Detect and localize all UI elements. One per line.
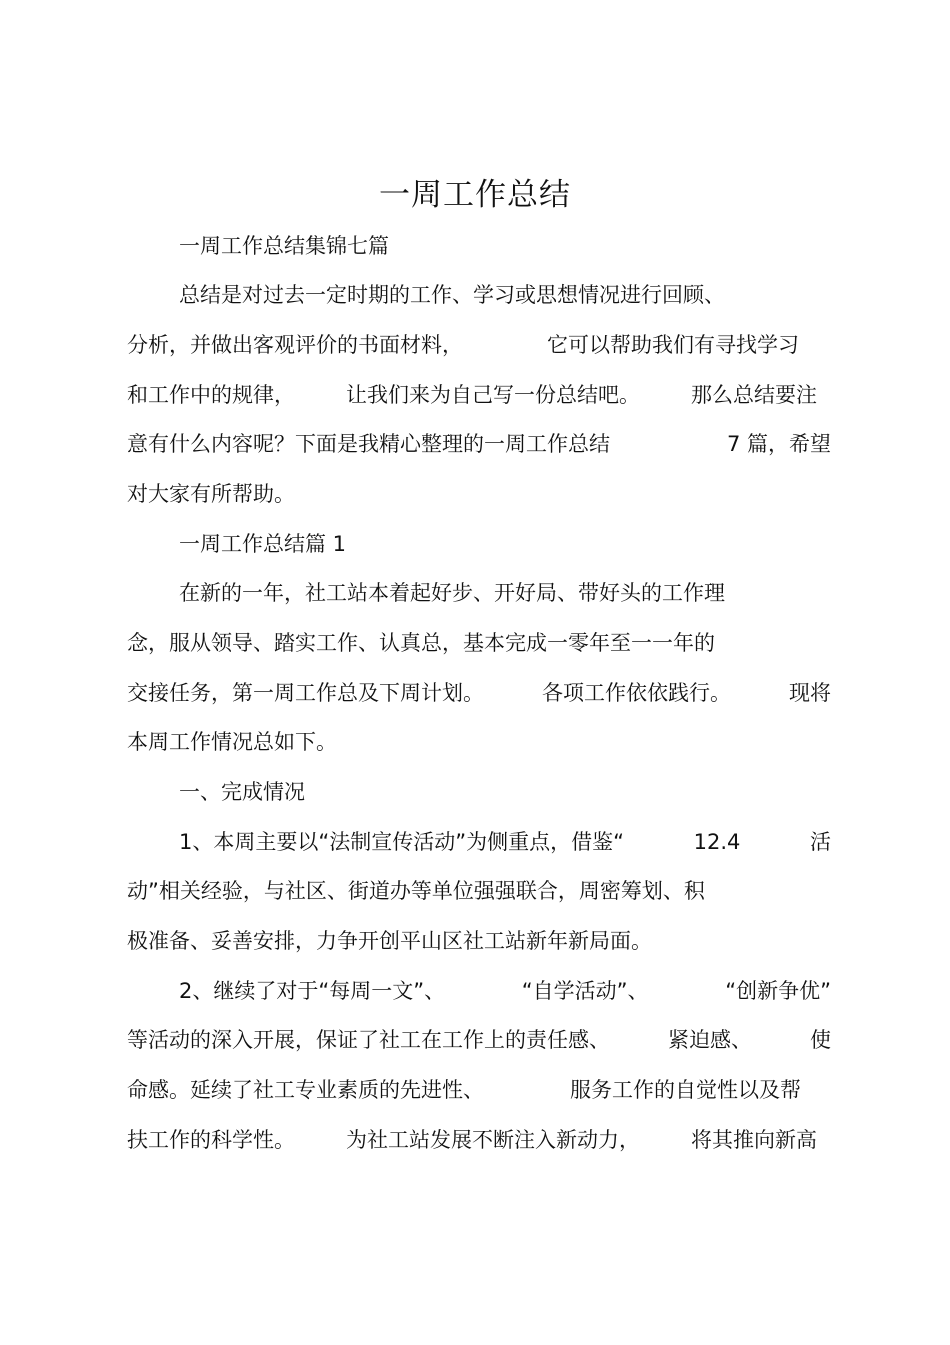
- intro-line-2: [127, 330, 799, 360]
- text-segment: 那么总结要注: [691, 383, 817, 407]
- text-segment: 服务工作的自觉性以及帮: [570, 1078, 801, 1102]
- text-segment: 各项工作依依践行。: [542, 681, 731, 705]
- text-segment: 为社工站发展不断注入新动力，: [346, 1128, 640, 1152]
- document-title: 一周工作总结: [379, 177, 571, 213]
- intro-line-3: [127, 380, 817, 410]
- text-segment: 活: [809, 830, 831, 854]
- text-segment: 现将: [789, 681, 831, 705]
- text-segment: “创新争优”: [725, 979, 831, 1003]
- text-segment: 让我们来为自己写一份总结吧。: [346, 383, 640, 407]
- text-segment: 它可以帮助我们有寻找学习: [547, 333, 799, 357]
- item-2-line-1: [179, 976, 831, 1006]
- body-line-3: [127, 678, 831, 708]
- text-segment: 紧迫感、: [668, 1028, 752, 1052]
- text-segment: 交接任务，第一周工作总及下周计划。: [127, 681, 484, 705]
- subtitle-line: 一周工作总结集锦七篇: [179, 234, 389, 258]
- text-segment: 2、继续了对于“每周一文”、: [179, 979, 446, 1003]
- intro-line-5: 对大家有所帮助。: [127, 482, 295, 506]
- text-segment: 7 篇，希望: [726, 432, 831, 456]
- intro-line-4: [127, 429, 831, 459]
- item-2-line-2: [127, 1025, 831, 1055]
- text-segment: 和工作中的规律，: [127, 383, 295, 407]
- item-1-line-3: 极准备、妥善安排，力争开创平山区社工站新年新局面。: [127, 929, 652, 953]
- text-segment: 使: [810, 1028, 831, 1052]
- body-line-1: 在新的一年，社工站本着起好步、开好局、带好头的工作理: [179, 581, 725, 605]
- intro-line-1: 总结是对过去一定时期的工作、学习或思想情况进行回顾、: [179, 283, 725, 307]
- text-segment: 12.4: [693, 830, 741, 854]
- text-segment: 命感。延续了社工专业素质的先进性、: [127, 1078, 484, 1102]
- section-heading-2: 一、完成情况: [179, 780, 305, 804]
- text-segment: “自学活动”、: [521, 979, 649, 1003]
- text-segment: 等活动的深入开展，保证了社工在工作上的责任感、: [127, 1028, 610, 1052]
- item-2-line-3: [127, 1075, 801, 1105]
- item-2-line-4: [127, 1125, 817, 1155]
- section-heading-1: 一周工作总结篇 1: [179, 532, 347, 556]
- text-segment: 将其推向新高: [691, 1128, 817, 1152]
- item-1-line-1: [179, 827, 831, 857]
- body-line-2: 念，服从领导、踏实工作、认真总，基本完成一零年至一一年的: [127, 631, 715, 655]
- body-line-4: 本周工作情况总如下。: [127, 730, 337, 754]
- text-segment: 扶工作的科学性。: [127, 1128, 295, 1152]
- text-segment: 1、本周主要以“法制宣传活动”为侧重点，借鉴“: [179, 830, 624, 854]
- text-segment: 意有什么内容呢？下面是我精心整理的一周工作总结: [127, 432, 610, 456]
- item-1-line-2: 动”相关经验，与社区、街道办等单位强强联合，周密筹划、积: [127, 879, 705, 903]
- text-segment: 分析，并做出客观评价的书面材料，: [127, 333, 463, 357]
